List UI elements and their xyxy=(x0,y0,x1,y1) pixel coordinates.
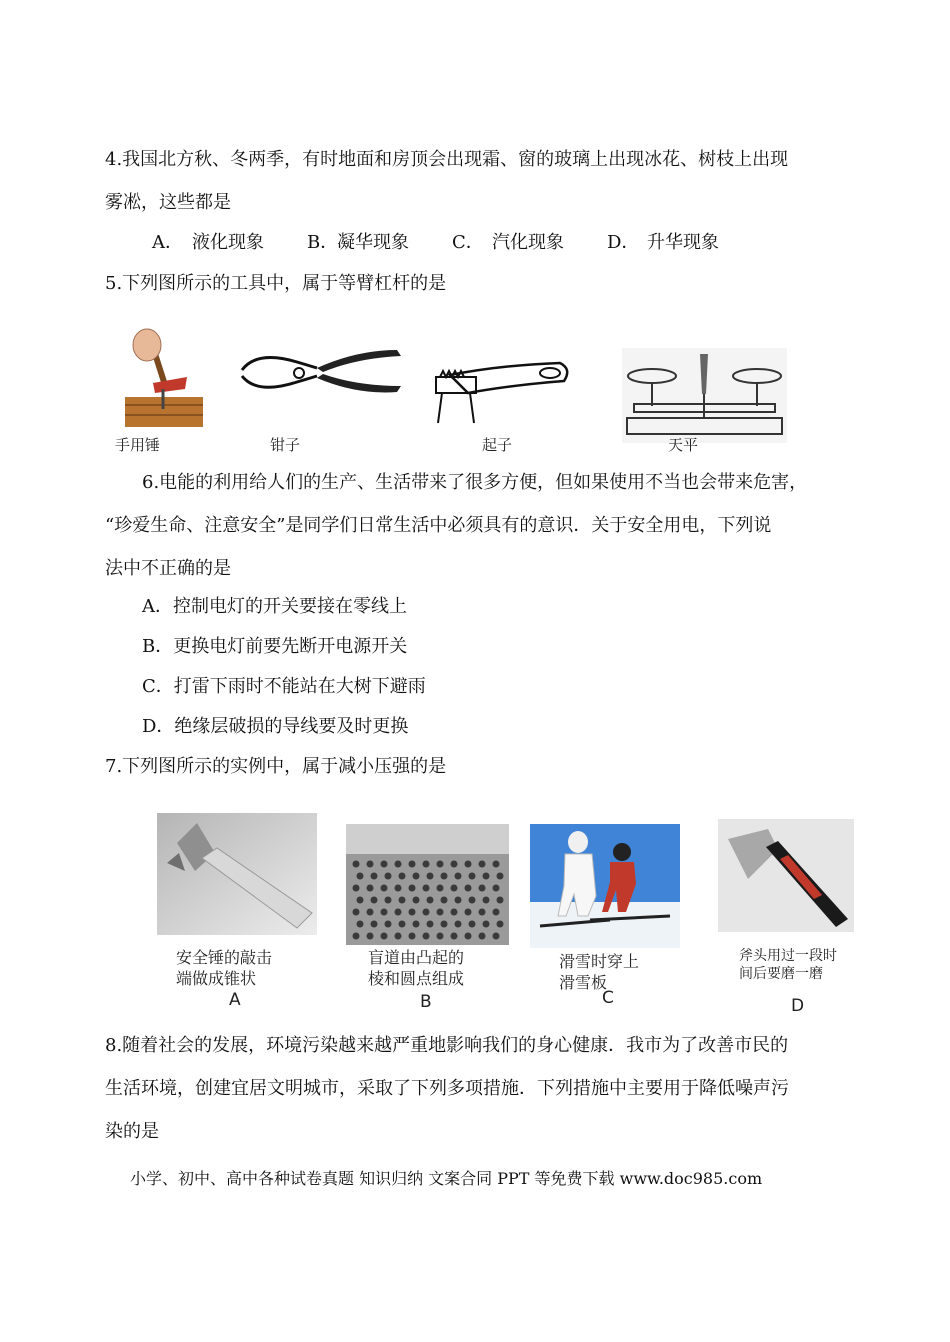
paving-dot xyxy=(427,897,434,904)
q4-option-c-letter: C． xyxy=(452,232,484,253)
paving-dot xyxy=(385,897,392,904)
caption-c xyxy=(559,951,639,993)
paving-dot xyxy=(483,921,490,928)
paving-dot xyxy=(451,909,458,916)
paving-dot xyxy=(367,933,374,940)
paving-dot xyxy=(469,873,476,880)
paving-dot xyxy=(441,873,448,880)
q4-option-a-letter: A． xyxy=(152,232,183,253)
paving-dot xyxy=(437,861,444,868)
paving-dot xyxy=(493,861,500,868)
paving-dot xyxy=(395,861,402,868)
paving-dot xyxy=(353,933,360,940)
caption-b-line1: 盲道由凸起的 xyxy=(368,948,465,967)
paving-dot xyxy=(437,885,444,892)
paving-dot xyxy=(353,909,360,916)
paving-dot xyxy=(357,873,364,880)
option-letter-a: A xyxy=(229,990,241,1010)
paving-dot xyxy=(395,909,402,916)
option-letter-d: D xyxy=(791,996,805,1016)
paving-dot xyxy=(399,873,406,880)
paving-dot xyxy=(427,873,434,880)
paving-dot xyxy=(441,897,448,904)
caption-c-line1: 滑雪时穿上 xyxy=(559,952,640,971)
q6-option-d: D．绝缘层破损的导线要及时更换 xyxy=(142,716,409,737)
paving-dot xyxy=(427,921,434,928)
paving-dot xyxy=(367,909,374,916)
q6-stem-line1: 6.电能的利用给人们的生产、生活带来了很多方便，但如果使用不当也会带来危害， xyxy=(142,472,808,493)
paving-dot xyxy=(497,897,504,904)
q6-stem-line2: “珍爱生命、注意安全”是同学们日常生活中必须具有的意识．关于安全用电，下列说 xyxy=(105,515,772,536)
q6-option-b: B．更换电灯前要先断开电源开关 xyxy=(142,636,408,657)
paving-dot xyxy=(469,921,476,928)
paving-dot xyxy=(367,885,374,892)
q4-stem-line1: 4.我国北方秋、冬两季，有时地面和房顶会出现霜、窗的玻璃上出现冰花、树枝上出现 xyxy=(105,149,789,170)
paving-dot xyxy=(441,921,448,928)
paving-dot xyxy=(497,873,504,880)
caption-b-line2: 棱和圆点组成 xyxy=(368,969,465,988)
paving-dot xyxy=(455,873,462,880)
paving-dot xyxy=(381,933,388,940)
caption-d xyxy=(739,947,837,983)
tactile-paving-photo xyxy=(346,824,509,945)
skiing-photo xyxy=(530,824,680,948)
paving-dot xyxy=(353,885,360,892)
paving-dot xyxy=(367,861,374,868)
paving-dot xyxy=(381,909,388,916)
paving-dot xyxy=(413,921,420,928)
paving-dot xyxy=(479,933,486,940)
paving-dot xyxy=(465,861,472,868)
caption-d-line2: 间后要磨一磨 xyxy=(739,966,823,982)
paving-dot xyxy=(385,873,392,880)
paving-dot xyxy=(385,921,392,928)
paving-dot xyxy=(437,909,444,916)
paving-dot xyxy=(381,885,388,892)
q7-stem: 7.下列图所示的实例中，属于减小压强的是 xyxy=(105,756,447,777)
q6-stem-line3: 法中不正确的是 xyxy=(105,558,231,579)
paving-dot xyxy=(465,909,472,916)
paving-dot xyxy=(409,909,416,916)
q4-option-c-text: 汽化现象 xyxy=(492,232,564,253)
option-letter-c: C xyxy=(602,988,614,1008)
caption-balance-scale: 天平 xyxy=(668,436,699,454)
caption-pliers: 钳子 xyxy=(270,436,301,454)
paving-dot xyxy=(409,885,416,892)
q6-option-c: C．打雷下雨时不能站在大树下避雨 xyxy=(142,676,426,697)
caption-a-line1: 安全锤的敲击 xyxy=(176,948,273,967)
paving-dot xyxy=(455,921,462,928)
paving-dot xyxy=(409,933,416,940)
paving-dot xyxy=(483,873,490,880)
paving-dot xyxy=(479,885,486,892)
paving-dot xyxy=(451,885,458,892)
paving-dot xyxy=(479,909,486,916)
paving-dot xyxy=(465,933,472,940)
paving-dot xyxy=(413,873,420,880)
bottle-opener-figure xyxy=(432,355,572,427)
pliers-figure xyxy=(237,340,405,405)
paving-dot xyxy=(395,885,402,892)
caption-c-line2: 滑雪板 xyxy=(559,973,608,992)
paving-dot xyxy=(423,861,430,868)
paving-dot xyxy=(493,909,500,916)
q5-stem: 5.下列图所示的工具中，属于等臂杠杆的是 xyxy=(105,273,447,294)
paving-dot xyxy=(483,897,490,904)
paving-dot xyxy=(399,897,406,904)
paving-dot xyxy=(493,933,500,940)
paving-dot xyxy=(465,885,472,892)
paving-dot xyxy=(423,909,430,916)
caption-bottle-opener: 起子 xyxy=(482,436,513,454)
paving-dot xyxy=(371,873,378,880)
paving-dot xyxy=(493,885,500,892)
q8-stem-line2: 生活环境，创建宜居文明城市，采取了下列多项措施．下列措施中主要用于降低噪声污 xyxy=(105,1078,789,1099)
paving-dot xyxy=(423,933,430,940)
q4-stem-line2: 雾凇，这些都是 xyxy=(105,192,231,213)
footer-text: 小学、初中、高中各种试卷真题 知识归纳 文案合同 PPT 等免费下载 www.doc985.com xyxy=(130,1169,763,1188)
caption-d-line1: 斧头用过一段时 xyxy=(739,948,837,964)
q4-option-a-text: 液化现象 xyxy=(192,232,264,253)
paving-dot xyxy=(357,921,364,928)
paving-dot xyxy=(451,861,458,868)
q4-option-b-letter: B． xyxy=(307,232,339,253)
caption-a-line2: 端做成锥状 xyxy=(176,969,257,988)
paving-dot xyxy=(437,933,444,940)
q8-stem-line1: 8.随着社会的发展，环境污染越来越严重地影响我们的身心健康．我市为了改善市民的 xyxy=(105,1035,789,1056)
paving-dot xyxy=(399,921,406,928)
paving-dot xyxy=(371,921,378,928)
paving-dot xyxy=(371,897,378,904)
q6-option-a: A．控制电灯的开关要接在零线上 xyxy=(142,596,407,617)
safety-hammer-photo xyxy=(157,813,317,935)
paving-dot xyxy=(497,921,504,928)
option-letter-b: B xyxy=(420,992,432,1012)
q4-option-d-text: 升华现象 xyxy=(647,232,719,253)
q8-stem-line3: 染的是 xyxy=(105,1121,159,1142)
paving-dot xyxy=(357,897,364,904)
caption-hand-hammer: 手用锤 xyxy=(115,436,161,454)
caption-b xyxy=(368,947,464,989)
paving-dot xyxy=(353,861,360,868)
q4-option-b-text: 凝华现象 xyxy=(337,232,409,253)
balance-scale-figure xyxy=(622,348,787,443)
paving-dot xyxy=(381,861,388,868)
paving-dot xyxy=(423,885,430,892)
axe-photo xyxy=(718,819,854,932)
paving-dot xyxy=(469,897,476,904)
paving-dot xyxy=(409,861,416,868)
paving-dot xyxy=(413,897,420,904)
paving-dot xyxy=(395,933,402,940)
caption-a xyxy=(176,947,272,989)
paving-dot xyxy=(479,861,486,868)
q4-option-d-letter: D． xyxy=(607,232,640,253)
hand-hammer-figure xyxy=(125,325,205,430)
paving-dot xyxy=(451,933,458,940)
paving-dot xyxy=(455,897,462,904)
